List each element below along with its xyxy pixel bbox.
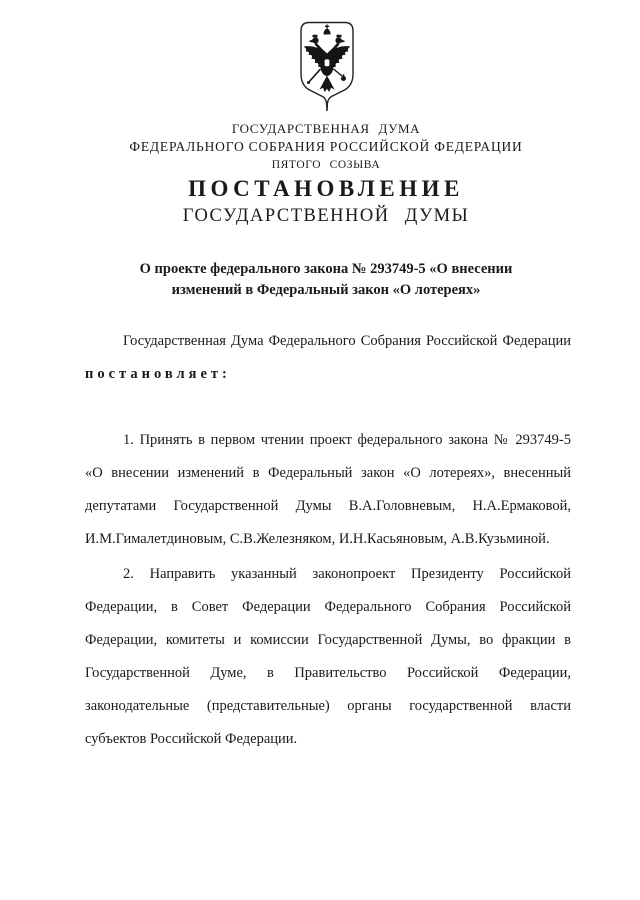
document-body: [85, 325, 571, 756]
letterhead-assembly: ФЕДЕРАЛЬНОГО СОБРАНИЯ РОССИЙСКОЙ ФЕДЕРАЦИИ: [129, 139, 523, 154]
document-title: ПОСТАНОВЛЕНИЕ: [188, 176, 464, 201]
document-subject: [6, 259, 640, 301]
preamble-paragraph: [85, 325, 571, 391]
subject-line-1: О проекте федерального закона № 293749-5 «О внесении: [139, 261, 513, 277]
document-title-issuer: ГОСУДАРСТВЕННОЙ ДУМЫ: [182, 206, 470, 226]
body-paragraph-2: 2. Направить указанный законопроект Президенту Российской Федерации, в Совет Федерации Федерального Собрания Российской Федерации, комитеты и комиссии Государственной Думы, во фракции в Государственной Думе, в Правительство Российской Федерации, законодательные (представительные) органы государственной власти субъектов Российской Федерации.: [85, 566, 571, 747]
preamble-lead: Государственная Дума Федерального Собрания Российской Федерации: [123, 333, 571, 349]
body-paragraph-1: 1. Принять в первом чтении проект федерального закона № 293749-5 «О внесении изменений в Федеральный закон «О лотереях», внесенный депутатами Государственной Думы В.А.Головневым, Н.А.Ермаковой, И.М.Гималетдиновым, С.В.Железняком, И.Н.Касьяновым, А.В.Кузьминой.: [85, 432, 571, 547]
letterhead-convocation: ПЯТОГО СОЗЫВА: [271, 159, 381, 171]
preamble-verb: постановляет:: [85, 366, 231, 382]
subject-line-2: изменений в Федеральный закон «О лотереях»: [171, 282, 481, 298]
letterhead-org: ГОСУДАРСТВЕННАЯ ДУМА: [231, 121, 421, 136]
letterhead: [6, 121, 640, 171]
russia-coat-of-arms-icon: [294, 18, 360, 114]
